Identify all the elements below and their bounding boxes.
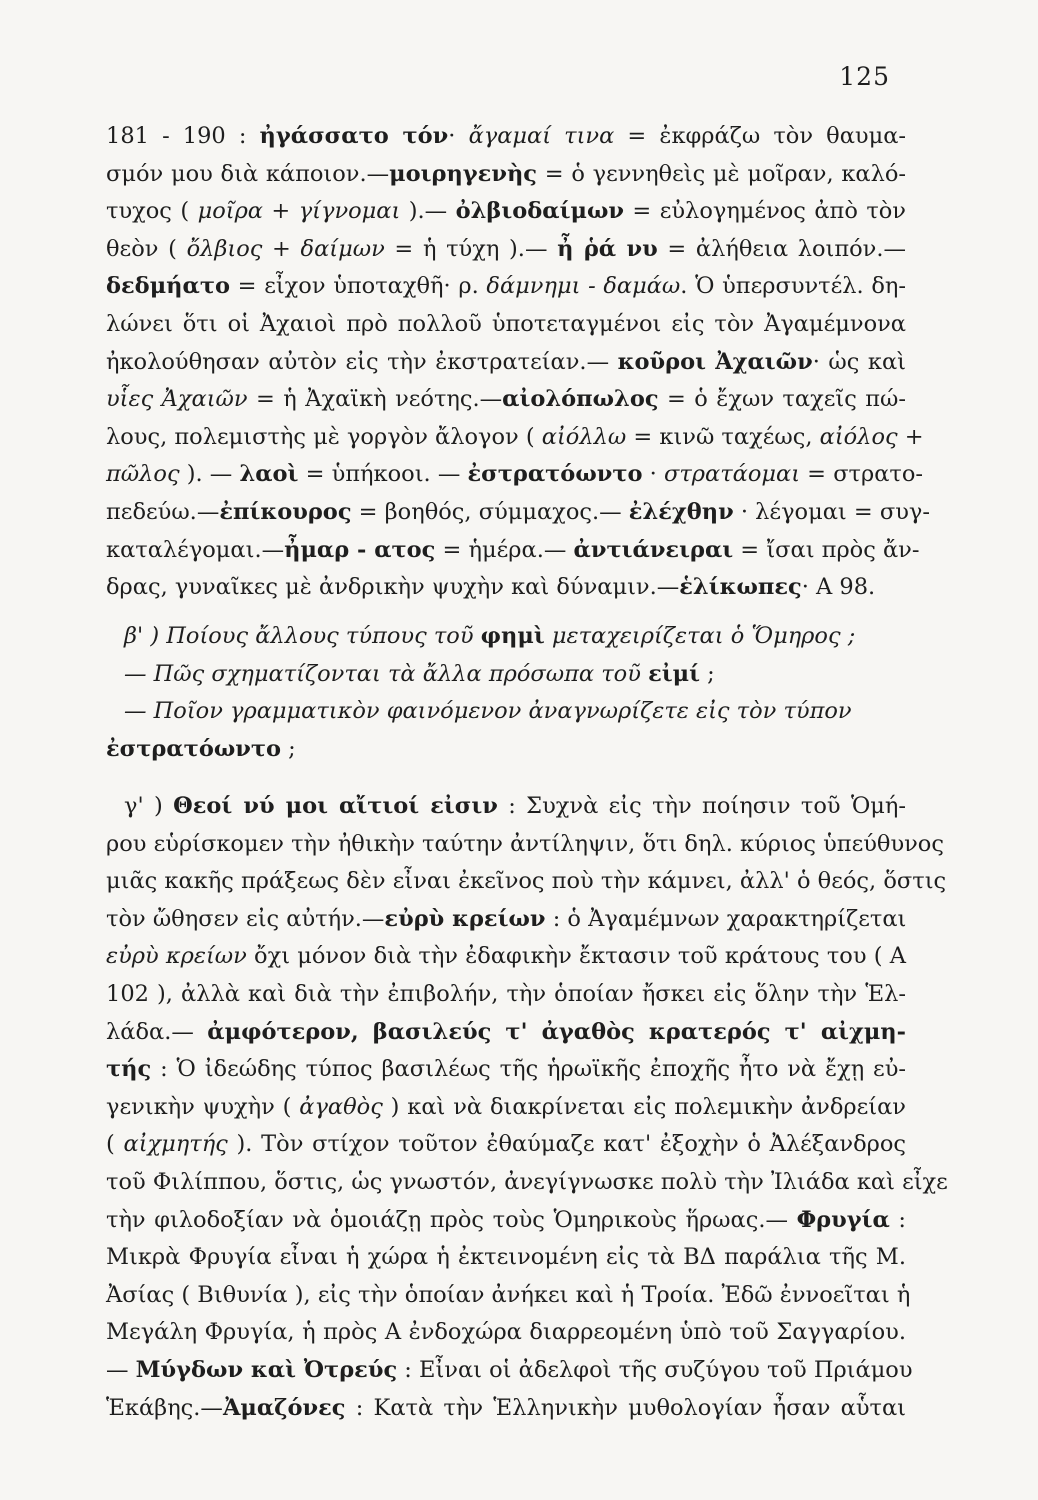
text-run: : ὁ Ἀγαμέμνων χαρακτηρίζεται — [545, 905, 907, 932]
text-run: τυχος ( — [106, 198, 198, 225]
text-line — [106, 1239, 906, 1277]
italic-text: αἰχμητής — [123, 1131, 228, 1158]
text-run: Ἀσίας ( Βιθυνία ), εἰς τὴν ὁποίαν ἀνήκει καὶ ἡ Τροία. Ἐδῶ ἐννοεῖται ἡ — [106, 1281, 911, 1308]
bold-term: ἐστρατόωντο — [106, 735, 282, 762]
text-run: ρου εὑρίσκομεν τὴν ἠθικὴν ταύτην ἀντίληψιν, ὅτι δηλ. κύριος ὑπεύθυνος — [106, 830, 944, 857]
bold-term: δεδμήατο — [106, 273, 230, 300]
text-line — [106, 344, 906, 382]
bold-term: ἠγάσσατο τόν — [259, 123, 449, 149]
italic-text: ἀγαθὸς — [299, 1093, 383, 1120]
text-line — [106, 788, 906, 826]
italic-text: υἷες Ἀχαιῶν — [106, 386, 248, 413]
bold-term: ἐστρατόωντο — [467, 461, 643, 488]
text-run: τὸν ὤθησεν εἰς αὐτήν.— — [106, 905, 385, 932]
text-line — [106, 618, 906, 656]
text-run: λάδα.— — [106, 1018, 208, 1045]
bold-term: ἦ ῥά νυ — [557, 235, 658, 262]
italic-text: β' ) Ποίους ἄλλους τύπους τοῦ — [124, 623, 481, 649]
text-line — [106, 1089, 906, 1127]
text-run: τὴν φιλοδοξίαν νὰ ὁμοιάζῃ πρὸς τοὺς Ὁμηρικοὺς ἥρωας.— — [106, 1206, 797, 1233]
text-run: = εἶχον ὑποταχθῆ· ρ. — [229, 273, 487, 300]
bold-term: Θεοί νύ μοι αἴτιοί εἰσιν — [173, 793, 498, 819]
text-run: = ὁ γεννηθεὶς μὲ μοῖραν, καλό- — [537, 160, 906, 187]
text-run: · — [448, 123, 469, 149]
text-line — [106, 1051, 906, 1089]
text-line — [106, 569, 906, 607]
bold-term: εὐρὺ κρείων — [384, 905, 546, 932]
text-run: δρας, γυναῖκες μὲ ἀνδρικὴν ψυχὴν καὶ δύναμιν.— — [106, 574, 680, 601]
text-run: = ἀλήθεια λοιπόν.— — [657, 235, 907, 262]
bold-term: Μύγδων καὶ Ὀτρεύς — [135, 1356, 398, 1383]
bold-term: φημὶ — [480, 623, 545, 649]
text-run: = κινῶ ταχέως, — [626, 423, 820, 450]
text-run: : Κατὰ τὴν Ἑλληνικὴν μυθολογίαν ἦσαν αὗται — [345, 1394, 906, 1421]
italic-text: δάμνημι - δαμάω — [486, 273, 681, 300]
bold-term: μοιρηγενὴς — [389, 160, 538, 187]
text-run: ( — [106, 1131, 124, 1158]
text-line — [106, 1277, 911, 1315]
text-run: · — [642, 461, 664, 488]
text-run: Μικρὰ Φρυγία εἶναι ἡ χώρα ἡ ἐκτεινομένη εἰς τὰ ΒΔ παράλια τῆς Μ. — [106, 1244, 906, 1271]
text-line — [106, 656, 906, 694]
text-run: . Ὁ ὑπερσυντέλ. δη- — [680, 273, 907, 300]
text-run: 181 - 190 : — [106, 123, 260, 149]
text-run: καταλέγομαι.— — [106, 536, 285, 563]
text-run: μιᾶς κακῆς πράξεως δὲν εἶναι ἐκεῖνος ποὺ τὴν κάμνει, ἀλλ' ὁ θεός, ὅστις — [106, 868, 947, 895]
text-line — [106, 306, 906, 344]
bold-term: τής — [106, 1056, 152, 1083]
text-line — [106, 231, 906, 269]
text-run: = στρατο- — [800, 461, 924, 488]
bold-term: εἰμί — [648, 660, 700, 687]
text-run: : Συχνὰ εἰς τὴν ποίησιν τοῦ Ὁμή- — [497, 793, 906, 819]
bold-term: Φρυγία — [796, 1206, 890, 1233]
text-run: ὄχι μόνον διὰ τὴν ἐδαφικὴν ἔκτασιν τοῦ κράτους του ( Α — [246, 943, 906, 970]
text-line — [106, 1352, 913, 1390]
text-run: Ἑκάβης.— — [106, 1394, 223, 1421]
page-number: 125 — [839, 62, 890, 91]
text-line — [106, 118, 906, 156]
text-run: ἠκολούθησαν αὐτὸν εἰς τὴν ἐκστρατείαν.— — [106, 348, 618, 375]
text-run: γ' ) — [124, 793, 174, 819]
italic-text: αἰόλος + — [819, 423, 924, 450]
italic-text: ἄγαμαί τινα — [468, 123, 615, 149]
text-run: γενικὴν ψυχὴν ( — [106, 1093, 300, 1120]
italic-text: — Ποῖον γραμματικὸν φαινόμενον ἀναγνωρίζετε εἰς τὸν τύπον — [124, 698, 852, 725]
italic-text: μεταχειρίζεται ὁ Ὅμηρος ; — [544, 623, 856, 649]
commentary-section — [106, 788, 948, 1427]
text-line — [106, 1390, 906, 1428]
bold-term: Ἀμαζόνες — [222, 1394, 346, 1421]
text-run: = ἡ Ἀχαϊκὴ νεότης.— — [247, 386, 503, 413]
glossary-section — [106, 118, 930, 607]
italic-text: στρατάομαι — [663, 461, 801, 488]
text-line — [106, 731, 906, 769]
text-line — [106, 156, 906, 194]
italic-text: πῶλος — [106, 461, 180, 488]
bold-term: ὀλβιοδαίμων — [455, 198, 624, 225]
text-run: · Α 98. — [801, 574, 876, 601]
italic-text: αἰόλλω — [541, 423, 627, 450]
text-run: 102 ), ἀλλὰ καὶ διὰ τὴν ἐπιβολήν, τὴν ὁποίαν ἤσκει εἰς ὅλην τὴν Ἑλ- — [106, 980, 906, 1007]
text-run: = ἴσαι πρὸς ἄν- — [733, 536, 920, 563]
text-run: ). Τὸν στίχον τοῦτον ἐθαύμαζε κατ' ἐξοχὴν ὁ Ἀλέξανδρος — [227, 1131, 906, 1158]
text-run: Μεγάλη Φρυγία, ἡ πρὸς Α ἐνδοχώρα διαρρεομένη ὑπὸ τοῦ Σαγγαρίου. — [106, 1319, 906, 1346]
text-line — [106, 693, 906, 731]
text-run: = ἡ τύχη ).— — [384, 235, 558, 262]
bold-term: λαοὶ — [239, 461, 299, 488]
italic-text: — Πῶς σχηματίζονται τὰ ἄλλα πρόσωπα τοῦ — [124, 660, 649, 687]
text-line — [106, 456, 924, 494]
text-run: = ἡμέρα.— — [435, 536, 574, 563]
text-line — [106, 1164, 948, 1202]
text-line — [106, 863, 947, 901]
text-run: = εὐλογημένος ἀπὸ τὸν — [623, 198, 906, 225]
bold-term: ἐπίκουρος — [219, 498, 352, 525]
text-run: θεὸν ( — [106, 235, 187, 262]
text-run: ). — — [179, 461, 240, 488]
text-run: : Ὁ ἰδεώδης τύπος βασιλέως τῆς ἡρωϊκῆς ἐποχῆς ἦτο νὰ ἔχῃ εὐ- — [151, 1056, 906, 1083]
text-line — [106, 976, 906, 1014]
text-line — [106, 1126, 906, 1164]
text-run: ; — [281, 735, 296, 762]
text-line — [106, 532, 920, 570]
italic-text: εὐρὺ κρείων — [106, 943, 247, 970]
text-run: = βοηθός, σύμμαχος.— — [351, 498, 629, 525]
italic-text: ὄλβιος + δαίμων — [186, 235, 385, 262]
text-line — [106, 381, 906, 419]
text-run: : Εἶναι οἱ ἀδελφοὶ τῆς συζύγου τοῦ Πριάμου — [397, 1356, 913, 1383]
bold-term: ἐλέχθην — [628, 498, 734, 525]
text-run: = ἐκφράζω τὸν θαυμα- — [614, 123, 906, 149]
bold-term: ἑλίκωπες — [679, 574, 802, 601]
text-run: σμόν μου διὰ κάποιον.— — [106, 160, 390, 187]
text-run: ; — [699, 660, 715, 687]
text-line — [106, 494, 930, 532]
text-line — [106, 1014, 906, 1052]
text-line — [106, 193, 906, 231]
text-line — [106, 268, 906, 306]
italic-text: μοῖρα + γίγνομαι — [197, 198, 401, 225]
text-run: = ὁ ἔχων ταχεῖς πώ- — [658, 386, 906, 413]
text-run: λους, πολεμιστὴς μὲ γοργὸν ἄλογον ( — [106, 423, 542, 450]
text-run: πεδεύω.— — [106, 498, 220, 525]
text-run: λώνει ὅτι οἱ Ἀχαιοὶ πρὸ πολλοῦ ὑποτεταγμένοι εἰς τὸν Ἀγαμέμνονα — [106, 310, 906, 337]
text-run: ) καὶ νὰ διακρίνεται εἰς πολεμικὴν ἀνδρείαν — [382, 1093, 906, 1120]
text-line — [106, 938, 906, 976]
text-line — [106, 419, 924, 457]
bold-term: κοῦροι Ἀχαιῶν — [617, 348, 813, 375]
bold-term: αἰολόπωλος — [502, 386, 659, 413]
text-line — [106, 1314, 906, 1352]
text-run: = ὑπήκοοι. — — [298, 461, 468, 488]
questions-section — [106, 618, 906, 768]
text-line — [106, 1202, 906, 1240]
bold-term: ἦμαρ - ατος — [284, 536, 436, 563]
text-run: ).— — [400, 198, 456, 225]
bold-term: ἀμφότερον, βασιλεύς τ' ἀγαθὸς κρατερός τ' αἰχμη- — [207, 1018, 906, 1045]
bold-term: ἀντιάνειραι — [573, 536, 734, 563]
text-run: · λέγομαι = συγ- — [733, 498, 930, 525]
text-run: · ὡς καὶ — [812, 348, 907, 375]
text-line — [106, 901, 906, 939]
text-run: : — [889, 1206, 906, 1233]
text-line — [106, 826, 944, 864]
text-run: τοῦ Φιλίππου, ὅστις, ὡς γνωστόν, ἀνεγίγνωσκε πολὺ τὴν Ἰλιάδα καὶ εἶχε — [106, 1168, 948, 1195]
text-run: — — [106, 1356, 136, 1383]
